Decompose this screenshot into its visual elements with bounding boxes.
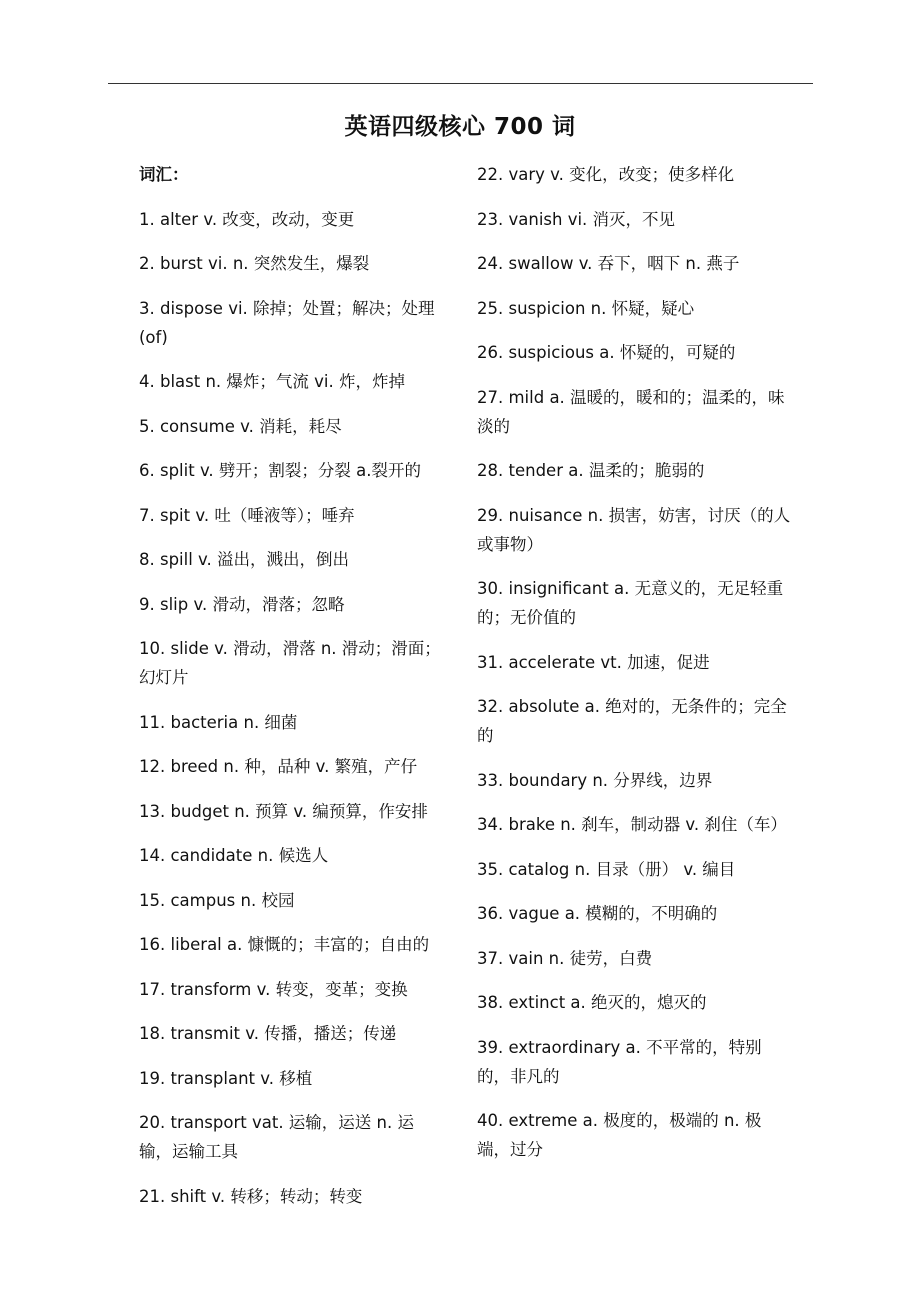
left-column — [139, 160, 444, 1226]
vocab-entry: 6. split v. 劈开；割裂；分裂 a.裂开的 — [139, 461, 422, 480]
vocab-entry: 19. transplant v. 移植 — [139, 1068, 313, 1088]
vocab-entry: 25. suspicion n. 怀疑，疑心 — [477, 298, 695, 318]
vocab-entry: 38. extinct a. 绝灭的，熄灭的 — [477, 993, 707, 1012]
vocab-entry: 18. transmit v. 传播，播送；传递 — [139, 1024, 397, 1043]
vocab-entry: 20. transport vat. 运输，运送 n. 运输，运输工具 — [139, 1113, 414, 1161]
section-label: 词汇： — [139, 165, 189, 184]
vocab-entry: 16. liberal a. 慷慨的；丰富的；自由的 — [139, 935, 430, 954]
vocab-entry: 8. spill v. 溢出，溅出，倒出 — [139, 550, 350, 569]
vocab-entry: 14. candidate n. 候选人 — [139, 846, 329, 865]
vocab-entry: 35. catalog n. 目录（册） v. 编目 — [477, 859, 736, 879]
vocab-entry: 7. spit v. 吐（唾液等）；唾弃 — [139, 505, 355, 525]
vocab-entry: 10. slide v. 滑动，滑落 n. 滑动；滑面；幻灯片 — [139, 639, 441, 687]
vocab-entry: 28. tender a. 温柔的；脆弱的 — [477, 461, 705, 480]
vocab-entry: 13. budget n. 预算 v. 编预算，作安排 — [139, 801, 428, 821]
vocab-entry: 24. swallow v. 吞下，咽下 n. 燕子 — [477, 254, 740, 273]
vocab-entry: 2. burst vi. n. 突然发生，爆裂 — [139, 254, 370, 273]
right-column — [477, 160, 792, 1180]
vocab-entry: 29. nuisance n. 损害，妨害，讨厌（的人或事物） — [477, 505, 791, 554]
vocab-entry: 22. vary v. 变化，改变；使多样化 — [477, 165, 735, 184]
vocab-entry: 36. vague a. 模糊的，不明确的 — [477, 904, 718, 923]
vocab-entry: 34. brake n. 刹车，制动器 v. 刹住（车） — [477, 815, 787, 834]
vocab-entry: 3. dispose vi. 除掉；处置；解决；处理(of) — [139, 298, 435, 347]
vocab-entry: 27. mild a. 温暖的，暖和的；温柔的，味淡的 — [477, 387, 785, 436]
vocab-entry: 15. campus n. 校园 — [139, 890, 295, 910]
vocab-entry: 37. vain n. 徒劳，白费 — [477, 948, 653, 968]
vocab-entry: 5. consume v. 消耗，耗尽 — [139, 416, 342, 436]
page-title: 英语四级核心 700 词 — [344, 114, 576, 140]
vocab-entry: 12. breed n. 种，品种 v. 繁殖，产仔 — [139, 757, 418, 776]
header-rule — [108, 83, 813, 84]
vocab-entry: 1. alter v. 改变，改动，变更 — [139, 209, 355, 229]
vocab-entry: 23. vanish vi. 消灭，不见 — [477, 209, 676, 229]
vocab-entry: 40. extreme a. 极度的，极端的 n. 极端，过分 — [477, 1111, 762, 1159]
vocab-entry: 30. insignificant a. 无意义的，无足轻重的；无价值的 — [477, 579, 784, 627]
vocab-entry: 11. bacteria n. 细菌 — [139, 712, 298, 732]
vocab-entry: 21. shift v. 转移；转动；转变 — [139, 1186, 363, 1206]
vocab-entry: 9. slip v. 滑动，滑落；忽略 — [139, 594, 345, 614]
vocab-entry: 33. boundary n. 分界线，边界 — [477, 770, 713, 790]
vocab-entry: 31. accelerate vt. 加速，促进 — [477, 652, 710, 672]
vocab-entry: 4. blast n. 爆炸；气流 vi. 炸，炸掉 — [139, 372, 405, 391]
vocab-entry: 17. transform v. 转变，变革；变换 — [139, 979, 408, 999]
vocab-entry: 39. extraordinary a. 不平常的，特别的，非凡的 — [477, 1037, 762, 1086]
vocab-entry: 26. suspicious a. 怀疑的，可疑的 — [477, 343, 736, 362]
vocab-entry: 32. absolute a. 绝对的，无条件的；完全的 — [477, 697, 787, 745]
